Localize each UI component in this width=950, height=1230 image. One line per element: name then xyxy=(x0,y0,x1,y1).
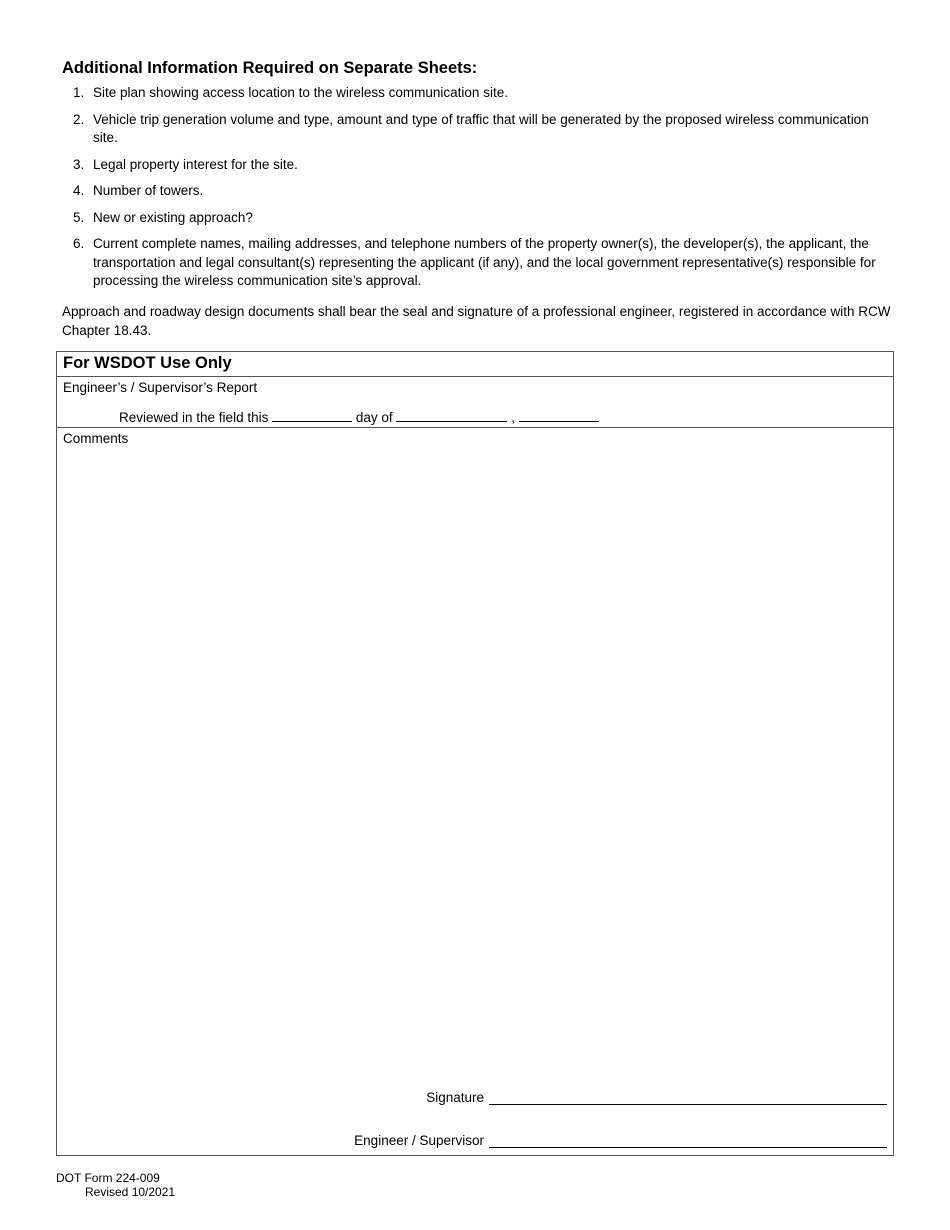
engineer-seal-note: Approach and roadway design documents shall bear the seal and signature of a professional engineer, registered in accordance with RCW Chapter 18.43. xyxy=(62,304,891,338)
comments-label: Comments xyxy=(63,431,129,446)
comments-area[interactable] xyxy=(57,448,893,1068)
comma-label: , xyxy=(511,410,515,425)
list-item xyxy=(62,156,892,175)
form-number: DOT Form 224-009 xyxy=(56,1171,160,1185)
list-item xyxy=(62,182,892,201)
box-title: For WSDOT Use Only xyxy=(63,354,232,372)
item-text: Number of towers. xyxy=(93,183,204,198)
section-heading: Additional Information Required on Separate Sheets: xyxy=(62,59,478,77)
item-text: Site plan showing access location to the wireless communication site. xyxy=(93,85,508,100)
item-text: New or existing approach? xyxy=(93,209,253,225)
revision-date: Revised 10/2021 xyxy=(85,1185,176,1199)
reviewed-day-field[interactable] xyxy=(272,409,352,422)
item-text: Vehicle trip generation volume and type, amount and type of traffic that will be generated by the proposed wireless communication site. xyxy=(93,111,869,145)
wsdot-use-only-box xyxy=(56,351,894,1156)
item-number: 6. xyxy=(73,236,85,251)
list-item xyxy=(62,209,892,228)
reviewed-month-field[interactable] xyxy=(396,409,507,422)
list-item xyxy=(62,84,892,103)
engineer-row xyxy=(354,1133,887,1148)
item-text: Current complete names, mailing addresses, and telephone numbers of the property owner(s), the developer(s), the applicant, the transportation and legal consultant(s) representing the applicant (if any), and the local government representative(s) responsible for processing the wireless communication site’s approval. xyxy=(93,236,876,288)
signature-field[interactable] xyxy=(489,1090,887,1105)
divider xyxy=(57,427,893,428)
item-number: 5. xyxy=(73,209,85,225)
reviewed-year-field[interactable] xyxy=(519,409,599,422)
list-item xyxy=(62,111,892,148)
reviewed-prefix: Reviewed in the field this xyxy=(119,410,269,425)
divider xyxy=(57,376,893,377)
signature-row xyxy=(426,1090,887,1105)
engineer-supervisor-field[interactable] xyxy=(489,1133,887,1148)
report-label: Engineer’s / Supervisor’s Report xyxy=(63,380,258,395)
requirements-list xyxy=(62,84,892,291)
day-of-label: day of xyxy=(355,410,393,425)
engineer-supervisor-label: Engineer / Supervisor xyxy=(354,1133,484,1148)
signature-label: Signature xyxy=(426,1090,484,1105)
list-item xyxy=(62,235,892,291)
form-footer xyxy=(56,1171,175,1199)
reviewed-line xyxy=(119,409,599,425)
item-number: 4. xyxy=(73,183,85,198)
item-number: 2. xyxy=(73,111,85,127)
item-number: 1. xyxy=(73,85,85,100)
item-number: 3. xyxy=(73,156,85,172)
item-text: Legal property interest for the site. xyxy=(93,156,298,172)
